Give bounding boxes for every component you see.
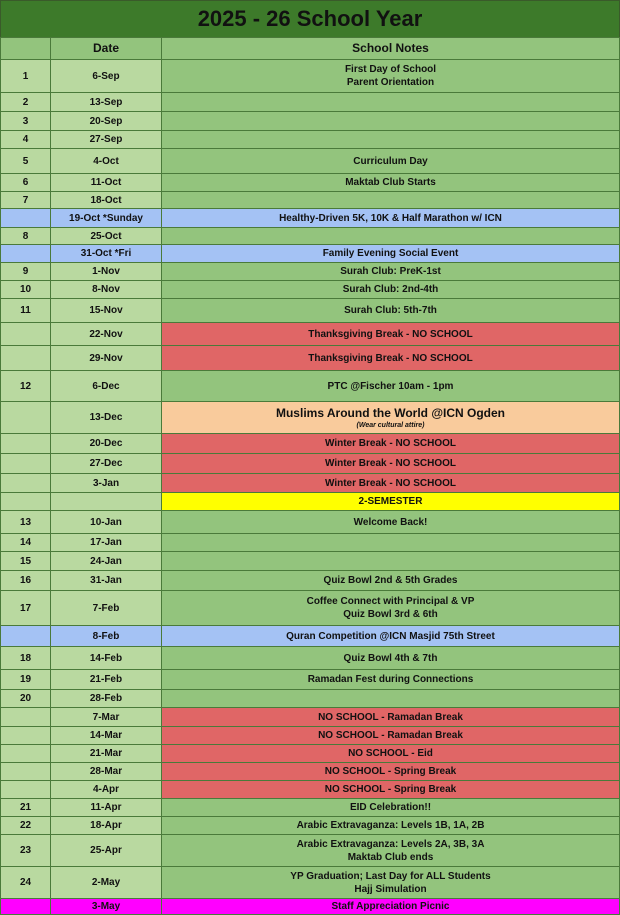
note-line: Arabic Extravaganza: Levels 1B, 1A, 2B — [296, 820, 485, 831]
row-date: 8-Nov — [50, 280, 162, 299]
note-line: Thanksgiving Break - NO SCHOOL — [308, 352, 473, 364]
row-number — [0, 322, 51, 346]
table-row — [0, 510, 620, 533]
row-date: 2-May — [50, 866, 162, 899]
row-number: 8 — [0, 227, 51, 245]
row-date: 27-Sep — [50, 130, 162, 149]
note-line: Healthy-Driven 5K, 10K & Half Marathon w/ ICN — [279, 212, 502, 224]
row-number — [0, 898, 51, 915]
row-number — [0, 625, 51, 647]
row-notes — [161, 898, 620, 915]
note-line: Hajj Simulation — [354, 883, 427, 895]
note-line: EID Celebration!! — [349, 802, 432, 813]
table-row — [0, 453, 620, 473]
row-notes — [161, 322, 620, 346]
note-line: Coffee Connect with Principal & VP — [306, 596, 475, 607]
row-date: 28-Feb — [50, 689, 162, 708]
row-notes — [161, 401, 620, 434]
note-line: 2-SEMESTER — [358, 496, 423, 507]
note-line: Muslims Around the World @ICN Ogden — [275, 405, 506, 420]
row-notes — [161, 533, 620, 552]
row-date: 3-May — [50, 898, 162, 915]
row-notes — [161, 227, 620, 245]
note-line: NO SCHOOL - Spring Break — [324, 784, 457, 795]
note-line: Maktab Club Starts — [345, 177, 436, 188]
note-line: Parent Orientation — [346, 77, 435, 88]
table-row — [0, 298, 620, 322]
row-notes — [161, 59, 620, 93]
row-number: 24 — [0, 866, 51, 899]
header-date: Date — [50, 37, 162, 60]
note-line: Winter Break - NO SCHOOL — [324, 438, 457, 449]
row-number — [0, 780, 51, 799]
table-row — [0, 280, 620, 298]
row-number: 6 — [0, 173, 51, 192]
note-line: Staff Appreciation Picnic — [331, 901, 450, 912]
row-notes — [161, 570, 620, 591]
header-notes: School Notes — [161, 37, 620, 60]
row-date: 10-Jan — [50, 510, 162, 534]
row-date: 20-Sep — [50, 111, 162, 131]
row-notes — [161, 625, 620, 647]
page-title: 2025 - 26 School Year — [0, 0, 620, 38]
table-row — [0, 322, 620, 345]
row-number — [0, 208, 51, 228]
row-date — [50, 492, 162, 511]
row-number: 10 — [0, 280, 51, 299]
table-row — [0, 798, 620, 816]
row-notes — [161, 370, 620, 402]
row-notes — [161, 669, 620, 690]
row-number: 7 — [0, 191, 51, 209]
row-date: 14-Feb — [50, 646, 162, 670]
row-number — [0, 345, 51, 371]
row-date: 13-Sep — [50, 92, 162, 112]
row-date: 24-Jan — [50, 551, 162, 571]
row-date: 31-Jan — [50, 570, 162, 591]
row-notes — [161, 762, 620, 781]
table-row — [0, 898, 620, 914]
table-row — [0, 227, 620, 244]
row-number: 18 — [0, 646, 51, 670]
row-number: 19 — [0, 669, 51, 690]
table-row — [0, 590, 620, 625]
row-date: 3-Jan — [50, 473, 162, 493]
row-notes — [161, 689, 620, 708]
table-row — [0, 816, 620, 834]
row-date: 21-Mar — [50, 744, 162, 763]
row-date: 29-Nov — [50, 345, 162, 371]
row-date: 11-Apr — [50, 798, 162, 817]
row-notes — [161, 280, 620, 299]
row-notes — [161, 780, 620, 799]
row-date: 18-Oct — [50, 191, 162, 209]
table-row — [0, 744, 620, 762]
row-date: 22-Nov — [50, 322, 162, 346]
note-line: Family Evening Social Event — [322, 248, 459, 259]
row-date: 11-Oct — [50, 173, 162, 192]
row-number: 3 — [0, 111, 51, 131]
table-row — [0, 866, 620, 898]
row-notes — [161, 111, 620, 131]
row-date: 31-Oct *Fri — [50, 244, 162, 263]
row-number: 23 — [0, 834, 51, 867]
row-number — [0, 433, 51, 454]
row-notes — [161, 492, 620, 511]
table-row — [0, 345, 620, 370]
row-number: 9 — [0, 262, 51, 281]
row-notes — [161, 744, 620, 763]
note-line: Welcome Back! — [353, 516, 428, 528]
row-notes — [161, 646, 620, 670]
row-date: 7-Feb — [50, 590, 162, 626]
row-number: 16 — [0, 570, 51, 591]
table-row — [0, 780, 620, 798]
row-notes — [161, 707, 620, 727]
table-row — [0, 689, 620, 707]
row-number: 15 — [0, 551, 51, 571]
table-row — [0, 762, 620, 780]
row-number — [0, 762, 51, 781]
row-date: 19-Oct *Sunday — [50, 208, 162, 228]
row-number — [0, 726, 51, 745]
table-row — [0, 191, 620, 208]
note-line: Quiz Bowl 4th & 7th — [343, 652, 438, 664]
row-notes — [161, 798, 620, 817]
note-line: Quiz Bowl 2nd & 5th Grades — [323, 575, 458, 586]
row-number — [0, 401, 51, 434]
note-line: Arabic Extravaganza: Levels 2A, 3B, 3A — [296, 838, 485, 850]
row-number: 1 — [0, 59, 51, 93]
table-row — [0, 646, 620, 669]
table-row — [0, 173, 620, 191]
row-notes — [161, 453, 620, 474]
table-row — [0, 92, 620, 111]
table-row — [0, 433, 620, 453]
row-number — [0, 473, 51, 493]
row-number: 5 — [0, 148, 51, 174]
table-row — [0, 148, 620, 173]
row-notes — [161, 173, 620, 192]
table-row — [0, 111, 620, 130]
table-row — [0, 669, 620, 689]
row-number: 13 — [0, 510, 51, 534]
row-date: 7-Mar — [50, 707, 162, 727]
row-date: 6-Sep — [50, 59, 162, 93]
row-notes — [161, 433, 620, 454]
row-number: 11 — [0, 298, 51, 323]
row-date: 6-Dec — [50, 370, 162, 402]
row-date: 14-Mar — [50, 726, 162, 745]
row-date: 25-Apr — [50, 834, 162, 867]
row-notes — [161, 726, 620, 745]
note-line: Surah Club: 5th-7th — [344, 305, 437, 316]
note-subtext: (Wear cultural attire) — [356, 421, 425, 429]
table-row — [0, 262, 620, 280]
table-row — [0, 492, 620, 510]
row-number: 17 — [0, 590, 51, 626]
table-row — [0, 208, 620, 227]
row-number — [0, 492, 51, 511]
row-date: 13-Dec — [50, 401, 162, 434]
table-row — [0, 370, 620, 401]
row-notes — [161, 130, 620, 149]
row-notes — [161, 473, 620, 493]
row-notes — [161, 866, 620, 899]
row-date: 21-Feb — [50, 669, 162, 690]
row-date: 20-Dec — [50, 433, 162, 454]
row-date: 27-Dec — [50, 453, 162, 474]
note-line: First Day of School — [344, 64, 437, 75]
row-date: 15-Nov — [50, 298, 162, 323]
row-notes — [161, 208, 620, 228]
note-line: Winter Break - NO SCHOOL — [324, 477, 457, 489]
table-row — [0, 59, 620, 92]
table-row — [0, 244, 620, 262]
table-row — [0, 533, 620, 551]
row-notes — [161, 834, 620, 867]
row-number — [0, 707, 51, 727]
row-notes — [161, 345, 620, 371]
table-row — [0, 401, 620, 433]
row-number: 2 — [0, 92, 51, 112]
row-number: 14 — [0, 533, 51, 552]
row-date: 28-Mar — [50, 762, 162, 781]
row-number: 12 — [0, 370, 51, 402]
row-notes — [161, 262, 620, 281]
row-date: 17-Jan — [50, 533, 162, 552]
table-header — [0, 37, 620, 59]
note-line: Curriculum Day — [353, 155, 428, 167]
table-row — [0, 570, 620, 590]
row-number: 20 — [0, 689, 51, 708]
row-date: 4-Oct — [50, 148, 162, 174]
row-number — [0, 744, 51, 763]
table-row — [0, 473, 620, 492]
note-line: Quiz Bowl 3rd & 6th — [343, 609, 438, 620]
note-line: NO SCHOOL - Eid — [348, 748, 433, 759]
row-date: 4-Apr — [50, 780, 162, 799]
table-row — [0, 707, 620, 726]
header-num — [0, 37, 51, 60]
note-line: Ramadan Fest during Connections — [307, 674, 474, 685]
note-line: Quran Competition @ICN Masjid 75th Street — [286, 630, 495, 642]
row-date: 1-Nov — [50, 262, 162, 281]
row-notes — [161, 590, 620, 626]
note-line: Winter Break - NO SCHOOL — [324, 458, 457, 469]
row-number: 22 — [0, 816, 51, 835]
note-line: Thanksgiving Break - NO SCHOOL — [308, 328, 473, 340]
row-date: 8-Feb — [50, 625, 162, 647]
row-notes — [161, 816, 620, 835]
row-notes — [161, 92, 620, 112]
row-notes — [161, 244, 620, 263]
row-number — [0, 244, 51, 263]
note-line: Surah Club: 2nd-4th — [342, 284, 439, 295]
row-number: 4 — [0, 130, 51, 149]
note-line: YP Graduation; Last Day for ALL Students — [290, 870, 491, 882]
table-row — [0, 625, 620, 646]
row-notes — [161, 148, 620, 174]
table-row — [0, 726, 620, 744]
row-notes — [161, 191, 620, 209]
row-notes — [161, 298, 620, 323]
note-line: NO SCHOOL - Ramadan Break — [318, 711, 463, 723]
row-number — [0, 453, 51, 474]
row-date: 18-Apr — [50, 816, 162, 835]
table-row — [0, 551, 620, 570]
row-date: 25-Oct — [50, 227, 162, 245]
table-row — [0, 130, 620, 148]
row-number: 21 — [0, 798, 51, 817]
note-line: NO SCHOOL - Spring Break — [324, 766, 457, 777]
row-notes — [161, 510, 620, 534]
note-line: Surah Club: PreK-1st — [340, 266, 441, 277]
note-line: Maktab Club ends — [347, 851, 434, 863]
row-notes — [161, 551, 620, 571]
note-line: NO SCHOOL - Ramadan Break — [318, 730, 463, 741]
table-row — [0, 834, 620, 866]
note-line: PTC @Fischer 10am - 1pm — [327, 380, 454, 392]
